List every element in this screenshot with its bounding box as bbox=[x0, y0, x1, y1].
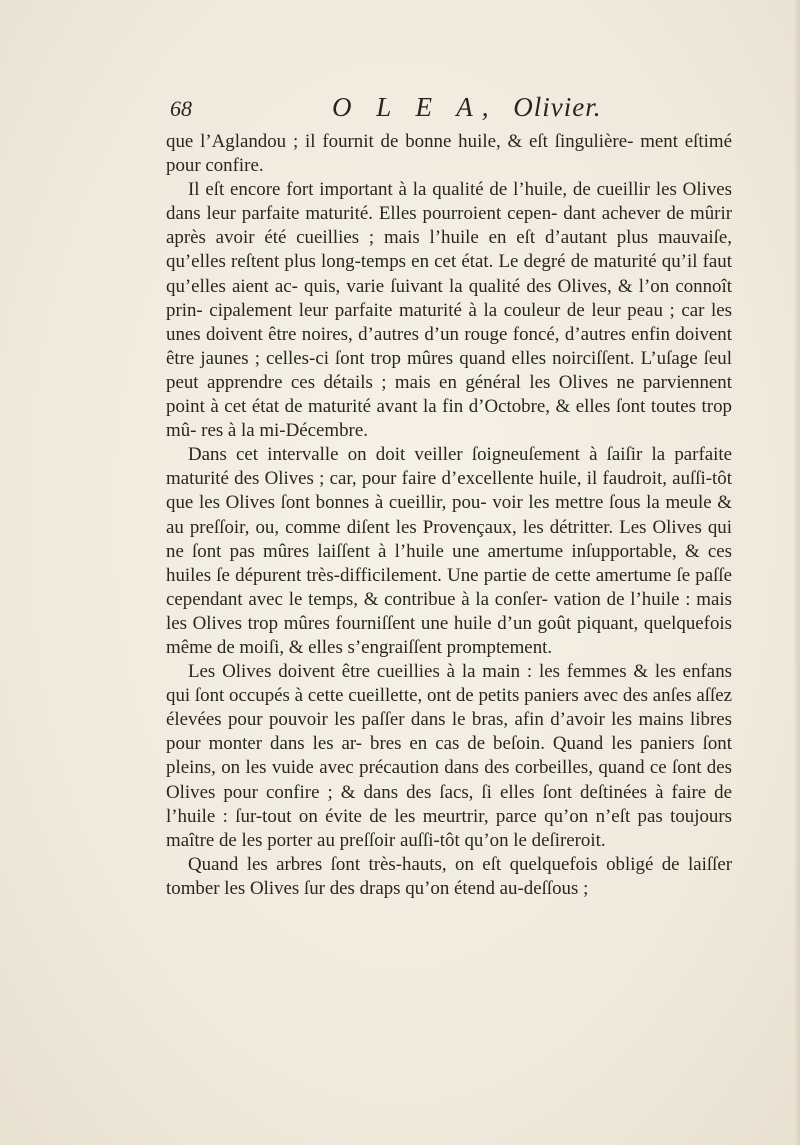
page-number: 68 bbox=[170, 96, 192, 121]
body-text bbox=[166, 130, 732, 901]
page-edge bbox=[794, 0, 800, 1145]
paragraph-3: Dans cet intervalle on doit veiller ſoigneuſement à ſaiſir la parfaite maturité des Olives ; car, pour faire d’excellente huile, il faudroit, auſſi-tôt que les Olives ſont bonnes à cueillir, pou- voir les mettre ſous la meule & au preſſoir, ou, comme diſent les Provençaux, les détritter. Les Olives qui ne ſont pas mûres laiſſent à l’huile une amertume inſupportable, & ces huiles ſe dépurent très-difficilement. Une partie de cette amertume ſe paſſe cependant avec le temps, & contribue à la conſer- vation de l’huile : mais les Olives trop mûres fourniſſent une huile d’un goût piquant, quelquefois même de moiſi, & elles s’engraiſſent promptement. bbox=[166, 444, 732, 658]
running-title bbox=[332, 92, 602, 123]
paragraph-4: Les Olives doivent être cueillies à la main : les femmes & les enfans qui ſont occupés à cette cueillette, ont de petits paniers avec des anſes aſſez élevées pour pouvoir les paſſer dans le bras, afin d’avoir les mains libres pour monter dans les ar- bres en cas de beſoin. Quand les paniers ſont pleins, on les vuide avec précaution dans des corbeilles, quand ce ſont des Olives pour confire ; & dans des ſacs, ſi elles ſont deſtinées à faire de l’huile : ſur-tout on évite de les meurtrir, parce qu’on n’eſt pas toujours maître de les porter au preſſoir auſſi-tôt qu’on le deſireroit. bbox=[166, 661, 732, 851]
paragraph-5: Quand les arbres ſont très-hauts, on eſt quelquefois obligé de laiſſer tomber les Olives ſur des draps qu’on étend au-deſſous ; bbox=[166, 853, 732, 899]
running-title-latin: O L E A, bbox=[332, 92, 498, 122]
paragraph-1: que l’Aglandou ; il fournit de bonne huile, & eſt ſingulière- ment eſtimé pour confire. bbox=[166, 131, 732, 177]
paragraph-2: Il eſt encore fort important à la qualité de l’huile, de cueillir les Olives dans leur parfaite maturité. Elles pourroient cepen- dant achever de mûrir après avoir été cueillies ; mais l’huile en eſt d’autant plus mauvaiſe, qu’elles reſtent plus long-temps en cet état. Le degré de maturité qu’il faut qu’elles aient ac- quis, varie ſuivant la qualité des Olives, & l’on connoît prin- cipalement leur parfaite maturité à la couleur de leur peau ; car les unes doivent être noires, d’autres d’un rouge foncé, d’autres enfin doivent être jaunes ; celles-ci ſont trop mûres quand elles noirciſſent. L’uſage ſeul peut apprendre ces détails ; mais en général les Olives ne parviennent point à cet état de maturité avant la fin d’Octobre, & elles ſont toutes trop mû- res à la mi-Décembre. bbox=[166, 179, 732, 442]
page-header bbox=[170, 92, 730, 128]
running-title-french: Olivier. bbox=[513, 92, 602, 122]
